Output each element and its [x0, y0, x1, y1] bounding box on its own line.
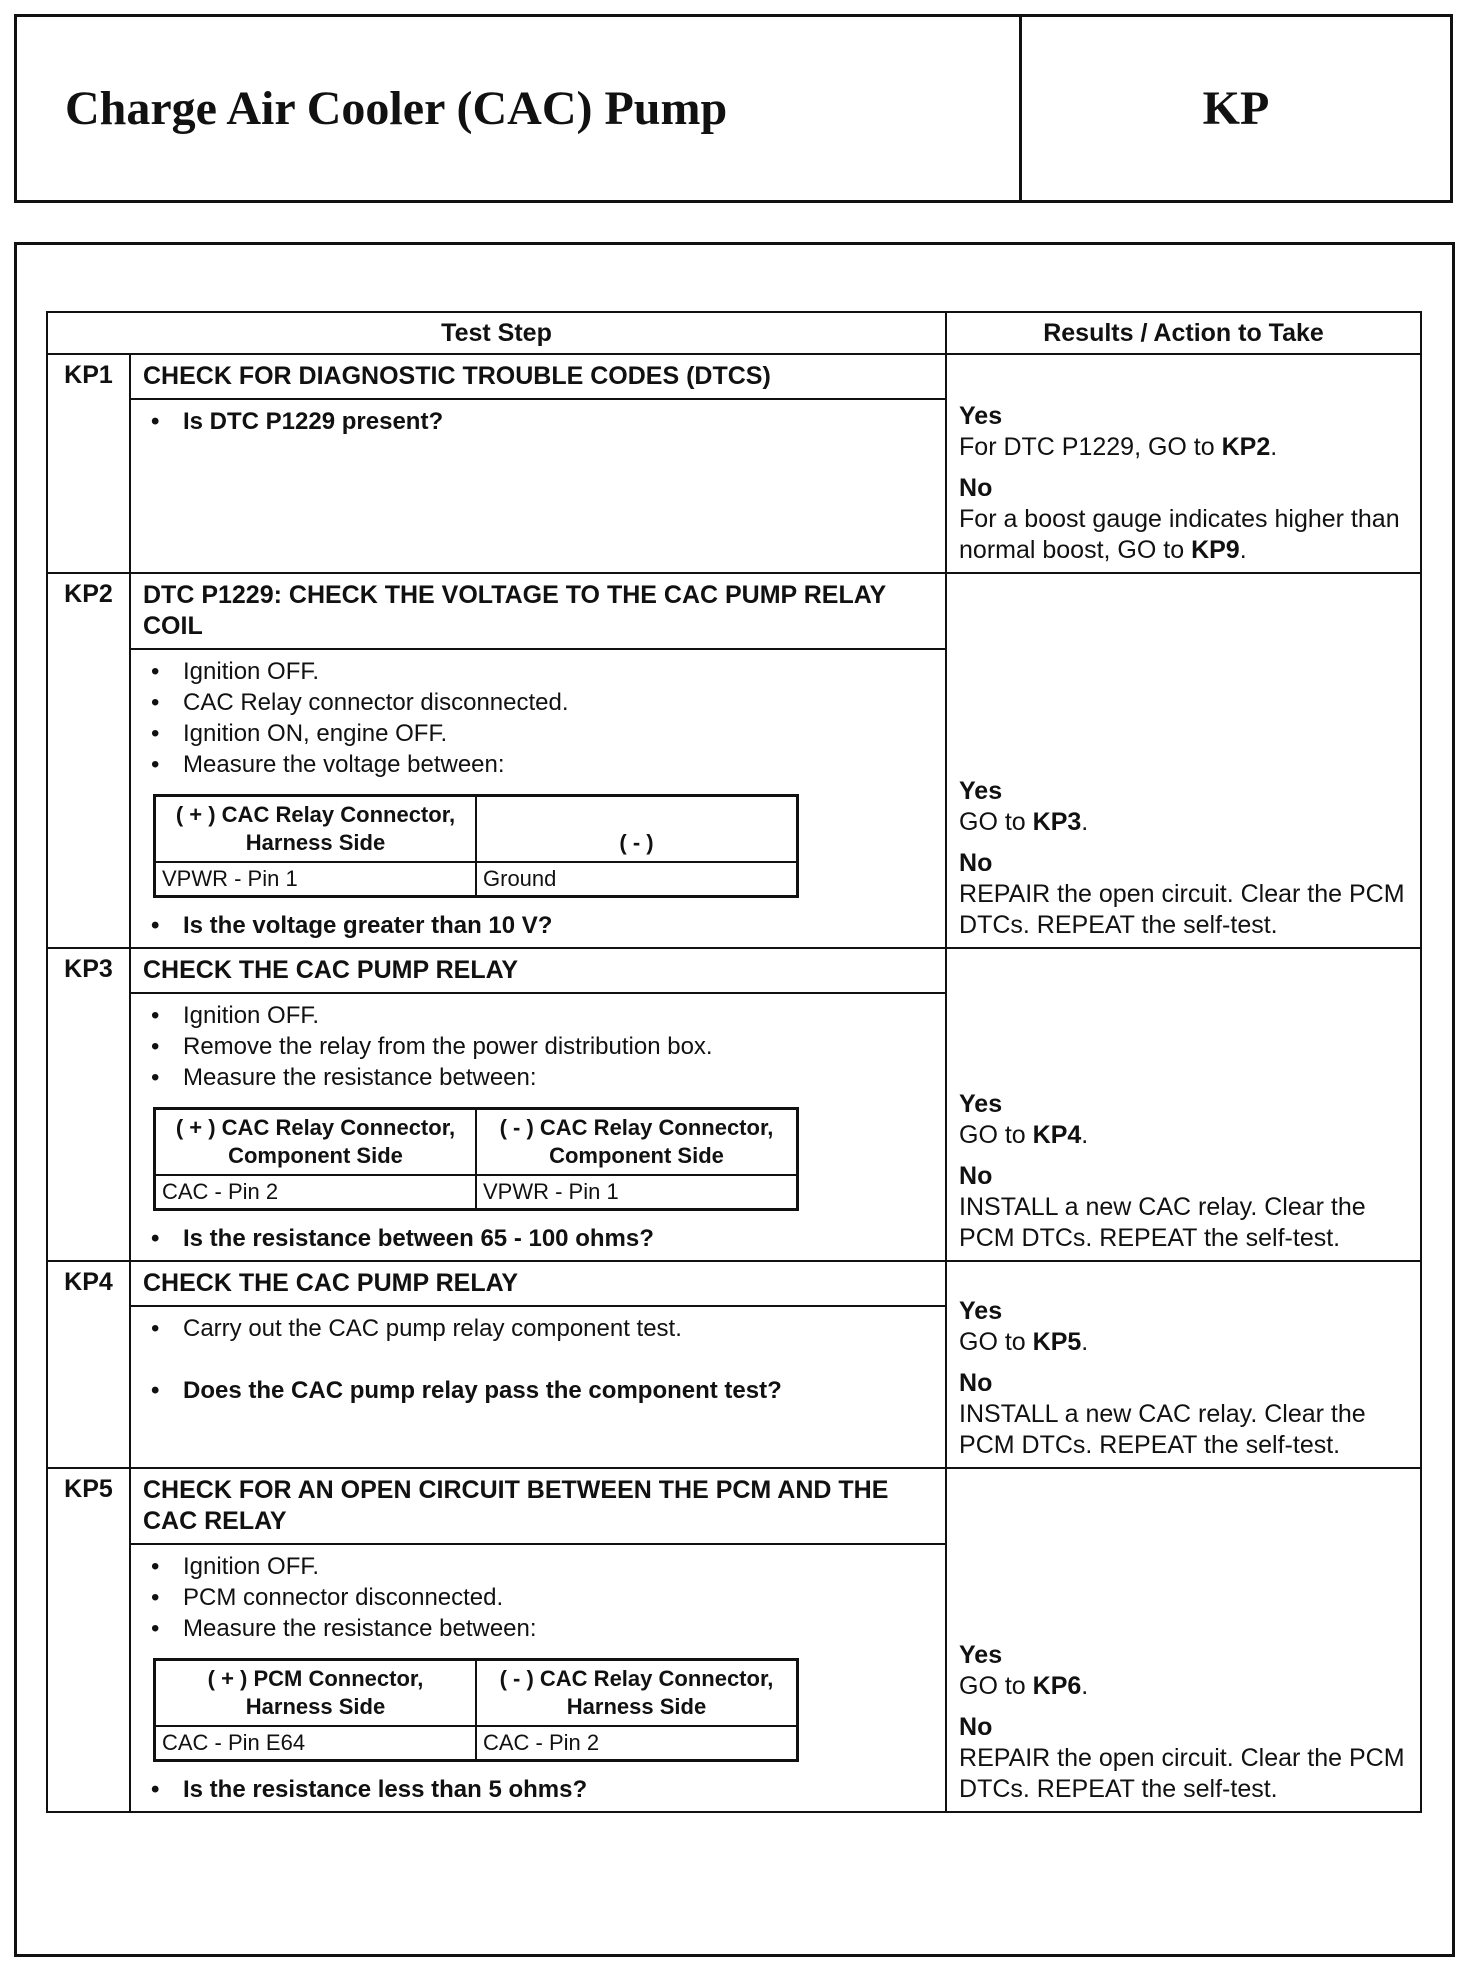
- meas-value-negative: CAC - Pin 2: [476, 1726, 798, 1761]
- yes-label: Yes: [959, 1090, 1003, 1118]
- no-label: No: [959, 1162, 993, 1190]
- page-header: [14, 14, 1453, 203]
- step-content: [130, 1261, 946, 1468]
- meas-value-positive: CAC - Pin E64: [155, 1726, 477, 1761]
- meas-value-positive: CAC - Pin 2: [155, 1175, 477, 1210]
- step-id: KP2: [47, 573, 130, 948]
- result-cell: Yes For DTC P1229, GO to KP2. No For a boost gauge indicates higher than normal boost, GO to KP9.: [946, 354, 1421, 573]
- meas-header-positive: ( + ) CAC Relay Connector, Harness Side: [155, 796, 477, 863]
- yes-action: GO to: [959, 808, 1026, 836]
- yes-label: Yes: [959, 777, 1003, 805]
- yes-ref: KP2: [1221, 433, 1271, 461]
- yes-action: GO to: [959, 1121, 1026, 1149]
- step-bullet: • CAC Relay connector disconnected.: [143, 687, 933, 718]
- result-cell: Yes GO to KP5. No INSTALL a new CAC relay. Clear the PCM DTCs. REPEAT the self-test.: [946, 1261, 1421, 1468]
- results-header: Results / Action to Take: [946, 312, 1421, 354]
- test-step-table: [46, 311, 1422, 1813]
- yes-label: Yes: [959, 1297, 1003, 1325]
- step-row-kp1: [47, 354, 1421, 573]
- step-bullet: • Ignition OFF.: [143, 1551, 933, 1582]
- step-heading: CHECK FOR DIAGNOSTIC TROUBLE CODES (DTCS): [131, 355, 945, 400]
- yes-ref: KP6: [1032, 1672, 1082, 1700]
- step-bullet: • Ignition OFF.: [143, 656, 933, 687]
- step-question: • Does the CAC pump relay pass the component test?: [143, 1375, 933, 1406]
- yes-ref: KP4: [1032, 1121, 1082, 1149]
- step-content: [130, 354, 946, 573]
- step-bullet: • PCM connector disconnected.: [143, 1582, 933, 1613]
- title-cell: [17, 17, 1022, 200]
- no-label: No: [959, 474, 993, 502]
- step-id: KP3: [47, 948, 130, 1261]
- measurement-table: [153, 794, 799, 898]
- step-question: • Is the voltage greater than 10 V?: [143, 910, 933, 941]
- meas-value-positive: VPWR - Pin 1: [155, 862, 477, 897]
- meas-header-positive: ( + ) CAC Relay Connector, Component Side: [155, 1109, 477, 1176]
- step-row-kp4: [47, 1261, 1421, 1468]
- meas-header-negative: ( - ) CAC Relay Connector, Harness Side: [476, 1660, 798, 1727]
- measurement-table: [153, 1107, 799, 1211]
- step-bullet: • Measure the resistance between:: [143, 1613, 933, 1644]
- step-heading: CHECK THE CAC PUMP RELAY: [131, 1262, 945, 1307]
- step-question: • Is DTC P1229 present?: [143, 406, 933, 437]
- step-row-kp3: [47, 948, 1421, 1261]
- yes-action: For DTC P1229, GO to: [959, 433, 1215, 461]
- code-cell: [1022, 17, 1450, 200]
- step-heading: DTC P1229: CHECK THE VOLTAGE TO THE CAC PUMP RELAY COIL: [131, 574, 945, 650]
- yes-ref: KP3: [1032, 808, 1082, 836]
- yes-ref: KP5: [1032, 1328, 1082, 1356]
- step-content: [130, 948, 946, 1261]
- step-question: • Is the resistance less than 5 ohms?: [143, 1774, 933, 1805]
- no-action: For a boost gauge indicates higher than normal boost, GO to: [959, 505, 1400, 564]
- yes-label: Yes: [959, 1641, 1003, 1669]
- step-row-kp2: [47, 573, 1421, 948]
- step-bullet: • Carry out the CAC pump relay component test.: [143, 1313, 933, 1344]
- no-action: INSTALL a new CAC relay. Clear the PCM DTCs. REPEAT the self-test.: [959, 1193, 1366, 1252]
- no-action: REPAIR the open circuit. Clear the PCM DTCs. REPEAT the self-test.: [959, 1744, 1405, 1803]
- result-cell: Yes GO to KP6. No REPAIR the open circuit. Clear the PCM DTCs. REPEAT the self-test.: [946, 1468, 1421, 1812]
- yes-label: Yes: [959, 402, 1003, 430]
- page-title: Charge Air Cooler (CAC) Pump: [65, 82, 728, 135]
- meas-header-positive: ( + ) PCM Connector, Harness Side: [155, 1660, 477, 1727]
- no-label: No: [959, 849, 993, 877]
- table-header-row: [47, 312, 1421, 354]
- meas-header-negative: ( - ) CAC Relay Connector, Component Side: [476, 1109, 798, 1176]
- no-label: No: [959, 1713, 993, 1741]
- no-ref: KP9: [1191, 536, 1240, 564]
- step-bullet: • Remove the relay from the power distribution box.: [143, 1031, 933, 1062]
- step-heading: CHECK FOR AN OPEN CIRCUIT BETWEEN THE PCM AND THE CAC RELAY: [131, 1469, 945, 1545]
- step-bullet: • Ignition ON, engine OFF.: [143, 718, 933, 749]
- yes-action: GO to: [959, 1672, 1026, 1700]
- step-bullet: • Measure the resistance between:: [143, 1062, 933, 1093]
- result-cell: Yes GO to KP3. No REPAIR the open circuit. Clear the PCM DTCs. REPEAT the self-test.: [946, 573, 1421, 948]
- no-action: REPAIR the open circuit. Clear the PCM DTCs. REPEAT the self-test.: [959, 880, 1405, 939]
- step-row-kp5: [47, 1468, 1421, 1812]
- step-question: • Is the resistance between 65 - 100 ohms?: [143, 1223, 933, 1254]
- step-bullet: • Ignition OFF.: [143, 1000, 933, 1031]
- step-content: [130, 1468, 946, 1812]
- step-id: KP4: [47, 1261, 130, 1468]
- no-action: INSTALL a new CAC relay. Clear the PCM DTCs. REPEAT the self-test.: [959, 1400, 1366, 1459]
- yes-action: GO to: [959, 1328, 1026, 1356]
- test-step-header: Test Step: [47, 312, 946, 354]
- step-bullet: • Measure the voltage between:: [143, 749, 933, 780]
- meas-value-negative: VPWR - Pin 1: [476, 1175, 798, 1210]
- section-code: KP: [1202, 82, 1270, 135]
- meas-header-negative: ( - ): [476, 796, 798, 863]
- no-label: No: [959, 1369, 993, 1397]
- meas-value-negative: Ground: [476, 862, 798, 897]
- measurement-table: [153, 1658, 799, 1762]
- result-cell: Yes GO to KP4. No INSTALL a new CAC relay. Clear the PCM DTCs. REPEAT the self-test.: [946, 948, 1421, 1261]
- step-id: KP1: [47, 354, 130, 573]
- step-id: KP5: [47, 1468, 130, 1812]
- step-heading: CHECK THE CAC PUMP RELAY: [131, 949, 945, 994]
- step-content: [130, 573, 946, 948]
